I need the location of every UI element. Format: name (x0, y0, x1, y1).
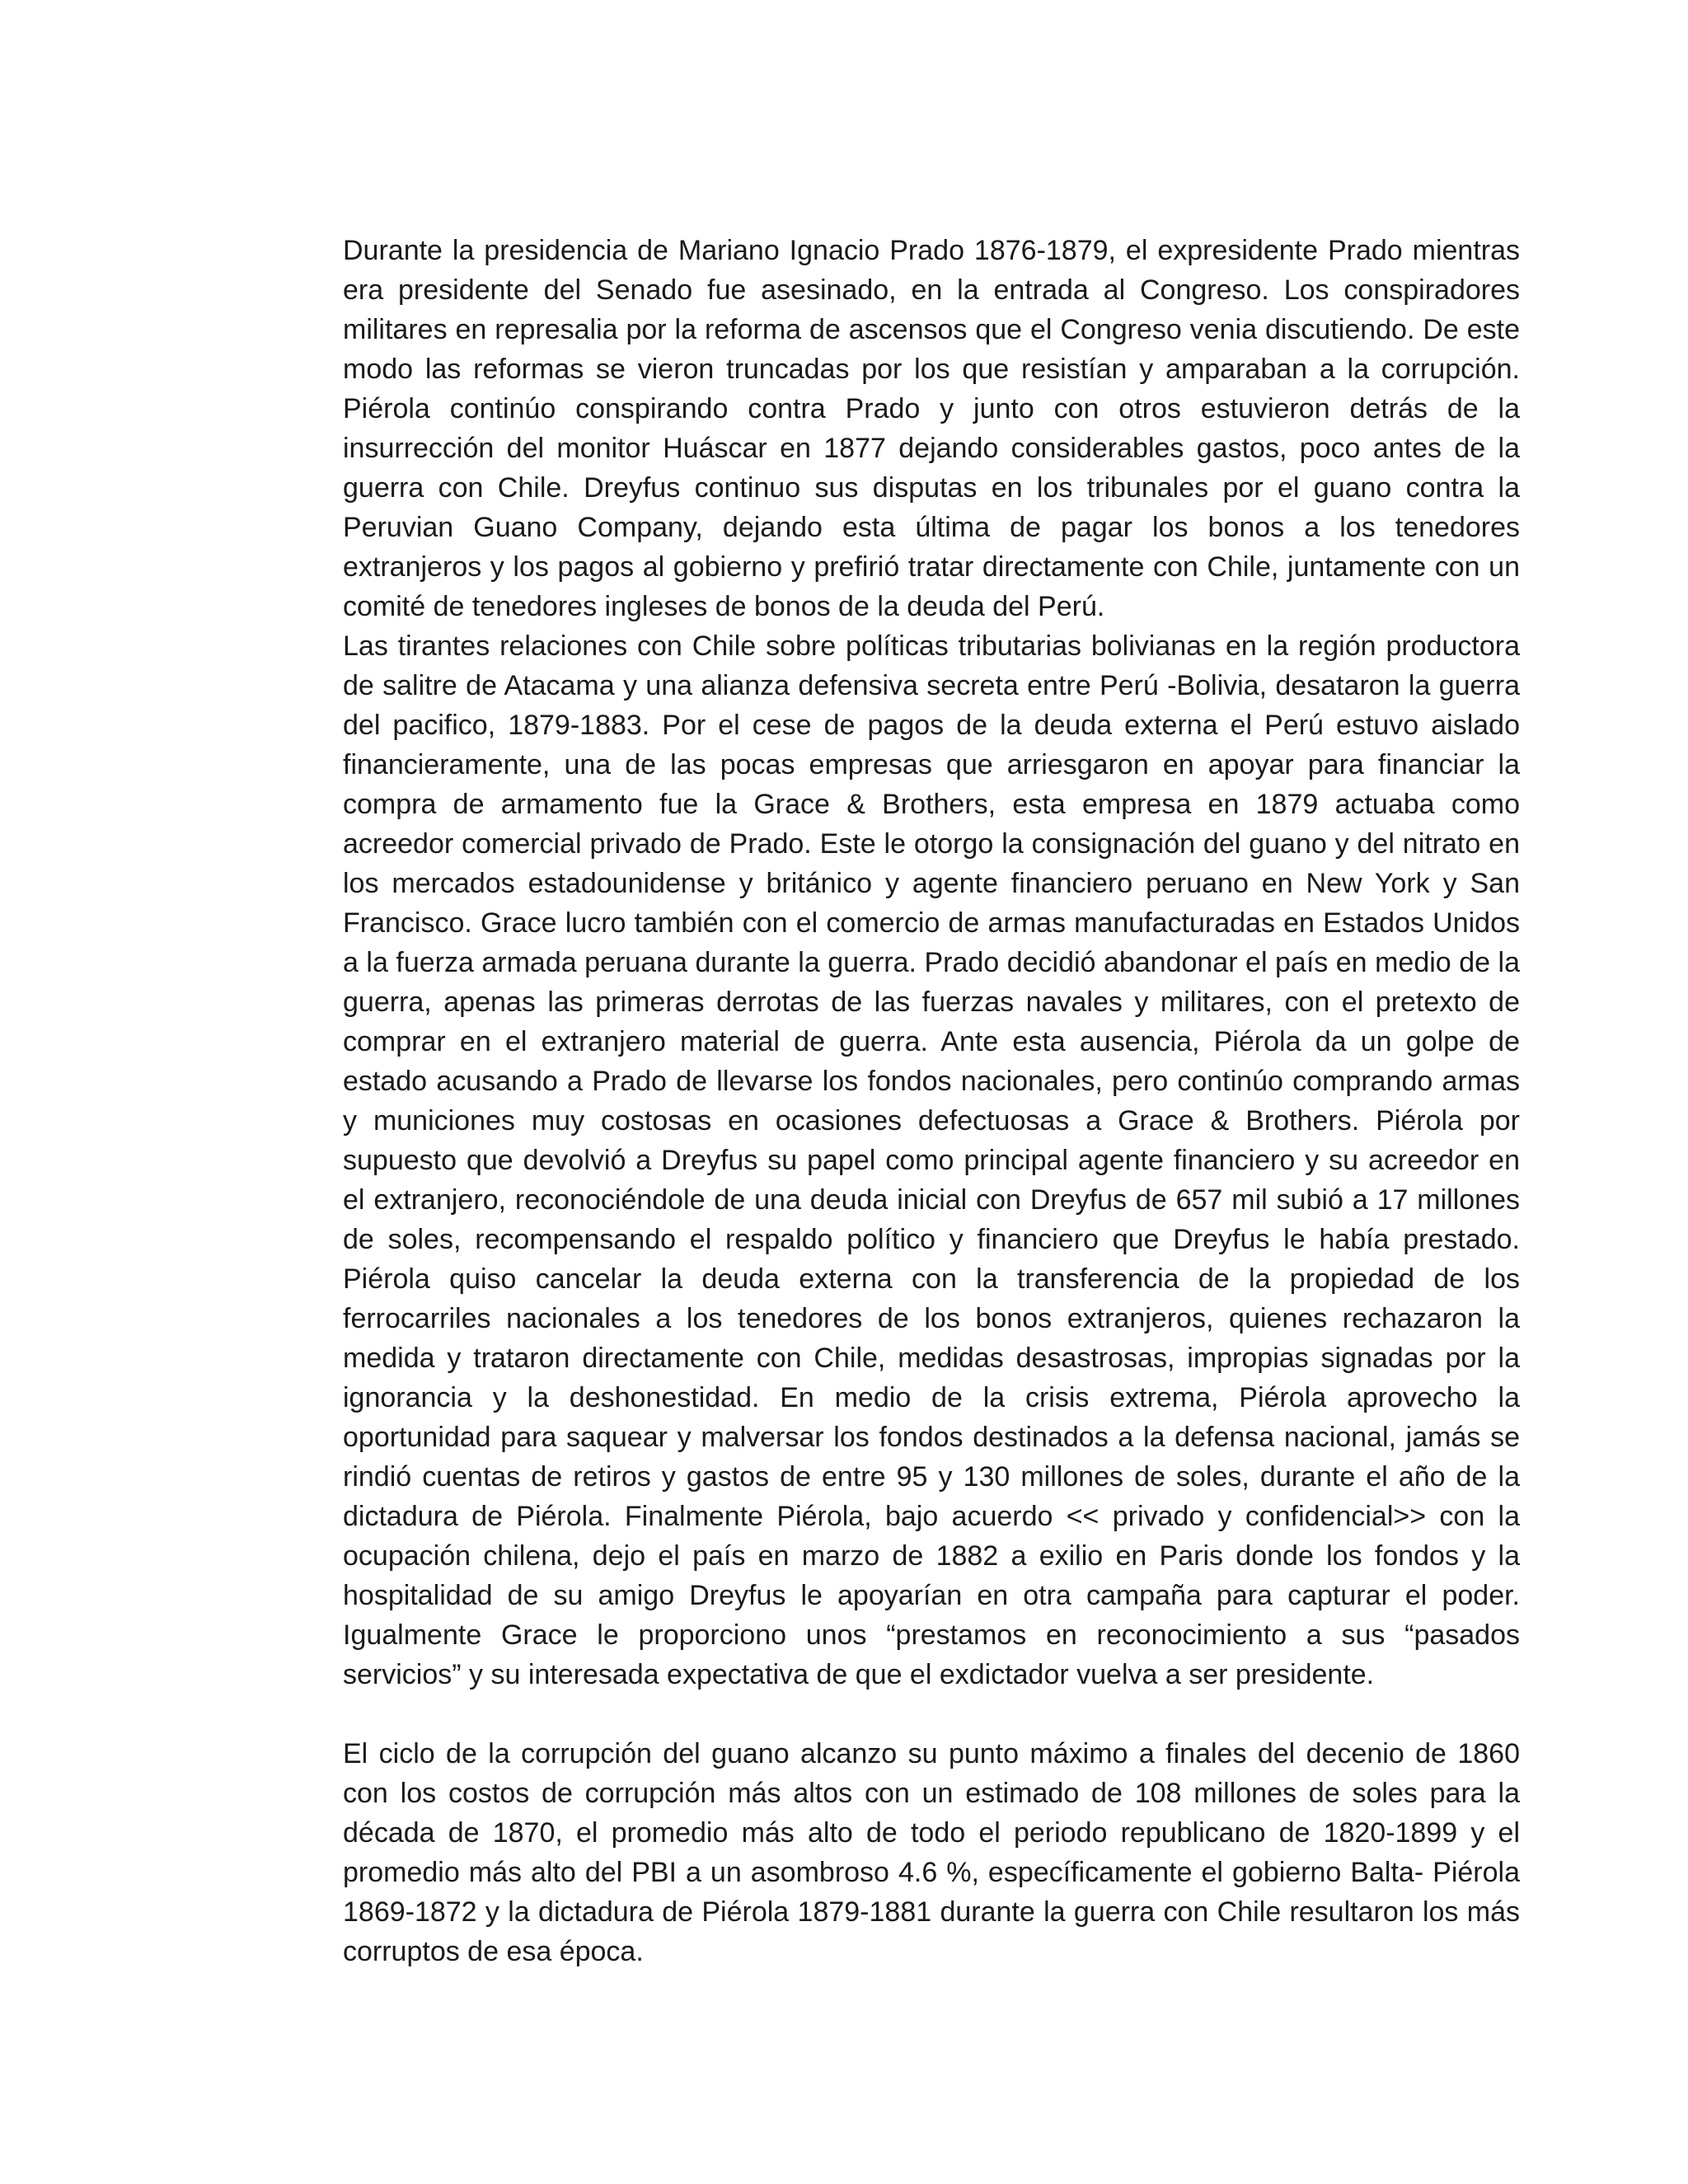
paragraph-guano-corruption-cycle: El ciclo de la corrupción del guano alcanzo su punto máximo a finales del decenio de 1860 con los costos de corrupción más altos con un estimado de 108 millones de soles para la década de 1870, el promedio más alto de todo el periodo republicano de 1820-1899 y el promedio más alto del PBI a un asombroso 4.6 %, específicamente el gobierno Balta- Piérola 1869-1872 y la dictadura de Piérola 1879-1881 durante la guerra con Chile resultaron los más corruptos de esa época. (343, 1738, 1520, 1967)
paragraph-war-of-pacific: Las tirantes relaciones con Chile sobre políticas tributarias bolivianas en la región productora de salitre de Atacama y una alianza defensiva secreta entre Perú -Bolivia, desataron la guerra del pacifico, 1879-1883. Por el cese de pagos de la deuda externa el Perú estuvo aislado financieramente, una de las pocas empresas que arriesgaron en apoyar para financiar la compra de armamento fue la Grace & Brothers, esta empresa en 1879 actuaba como acreedor comercial privado de Prado. Este le otorgo la consignación del guano y del nitrato en los mercados estadounidense y británico y agente financiero peruano en New York y San Francisco. Grace lucro también con el comercio de armas manufacturadas en Estados Unidos a la fuerza armada peruana durante la guerra. Prado decidió abandonar el país en medio de la guerra, apenas las primeras derrotas de las fuerzas navales y militares, con el pretexto de comprar en el extranjero material de guerra. Ante esta ausencia, Piérola da un golpe de estado acusando a Prado de llevarse los fondos nacionales, pero continúo comprando armas y municiones muy costosas en ocasiones defectuosas a Grace & Brothers. Piérola por supuesto que devolvió a Dreyfus su papel como principal agente financiero y su acreedor en el extranjero, reconociéndole de una deuda inicial con Dreyfus de 657 mil subió a 17 millones de soles, recompensando el respaldo político y financiero que Dreyfus le había prestado. Piérola quiso cancelar la deuda externa con la transferencia de la propiedad de los ferrocarriles nacionales a los tenedores de los bonos extranjeros, quienes rechazaron la medida y trataron directamente con Chile, medidas desastrosas, impropias signadas por la ignorancia y la deshonestidad. En medio de la crisis extrema, Piérola aprovecho la oportunidad para saquear y malversar los fondos destinados a la defensa nacional, jamás se rindió cuentas de retiros y gastos de entre 95 y 130 millones de soles, durante el año de la dictadura de Piérola. Finalmente Piérola, bajo acuerdo << privado y confidencial>> con la ocupación chilena, dejo el país en marzo de 1882 a exilio en Paris donde los fondos y la hospitalidad de su amigo Dreyfus le apoyarían en otra campaña para capturar el poder. Igualmente Grace le proporciono unos “prestamos en reconocimiento a sus “pasados servicios” y su interesada expectativa de que el exdictador vuelva a ser presidente. (343, 630, 1520, 1690)
document-body (343, 231, 1520, 1971)
paragraph-prado-presidency: Durante la presidencia de Mariano Ignacio Prado 1876-1879, el expresidente Prado mientras era presidente del Senado fue asesinado, en la entrada al Congreso. Los conspiradores militares en represalia por la reforma de ascensos que el Congreso venia discutiendo. De este modo las reformas se vieron truncadas por los que resistían y amparaban a la corrupción. Piérola continúo conspirando contra Prado y junto con otros estuvieron detrás de la insurrección del monitor Huáscar en 1877 dejando considerables gastos, poco antes de la guerra con Chile. Dreyfus continuo sus disputas en los tribunales por el guano contra la Peruvian Guano Company, dejando esta última de pagar los bonos a los tenedores extranjeros y los pagos al gobierno y prefirió tratar directamente con Chile, juntamente con un comité de tenedores ingleses de bonos de la deuda del Perú. (343, 235, 1520, 622)
